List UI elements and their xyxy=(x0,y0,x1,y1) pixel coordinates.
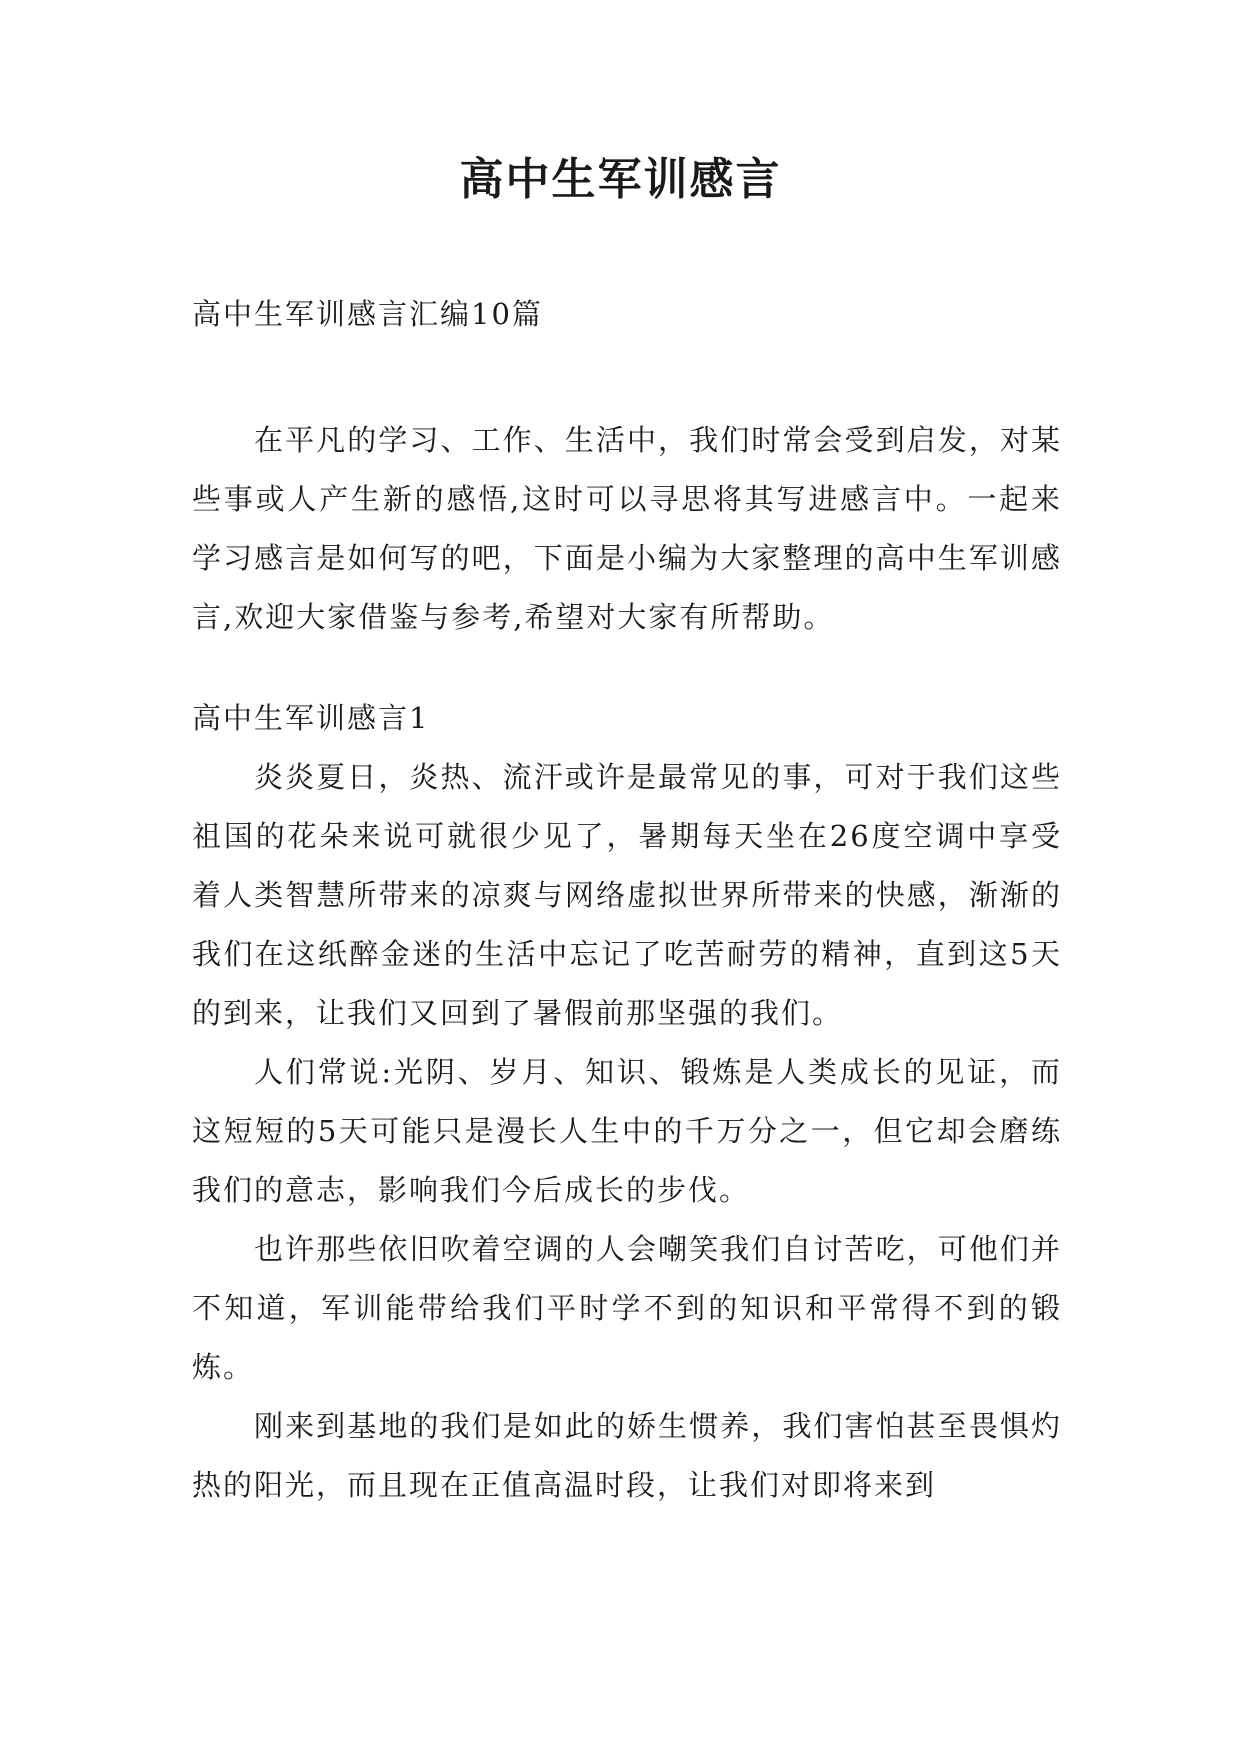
document-title: 高中生军训感言 xyxy=(459,154,782,205)
body-paragraph: 也许那些依旧吹着空调的人会嘲笑我们自讨苦吃，可他们并不知道，军训能带给我们平时学不到的知识和平常得不到的锻炼。 xyxy=(192,1232,1062,1384)
document-subtitle: 高中生军训感言汇编10篇 xyxy=(192,297,543,331)
intro-paragraph: 在平凡的学习、工作、生活中，我们时常会受到启发，对某些事或人产生新的感悟,这时可以寻思将其写进感言中。一起来学习感言是如何写的吧，下面是小编为大家整理的高中生军训感言,欢迎大家借鉴与参考,希望对大家有所帮助。 xyxy=(192,423,1062,634)
body-paragraph: 人们常说:光阴、岁月、知识、锻炼是人类成长的见证，而这短短的5天可能只是漫长人生中的千万分之一，但它却会磨练我们的意志，影响我们今后成长的步伐。 xyxy=(192,1055,1062,1207)
document-body xyxy=(192,285,1062,1515)
body-paragraph: 刚来到基地的我们是如此的娇生惯养，我们害怕甚至畏惧灼热的阳光，而且现在正值高温时段，让我们对即将来到 xyxy=(192,1409,1062,1502)
body-paragraph: 炎炎夏日，炎热、流汗或许是最常见的事，可对于我们这些祖国的花朵来说可就很少见了，暑期每天坐在26度空调中享受着人类智慧所带来的凉爽与网络虚拟世界所带来的快感，渐渐的我们在这纸醉金迷的生活中忘记了吃苦耐劳的精神，直到这5天的到来，让我们又回到了暑假前那坚强的我们。 xyxy=(192,760,1062,1030)
section-heading: 高中生军训感言1 xyxy=(192,701,430,735)
